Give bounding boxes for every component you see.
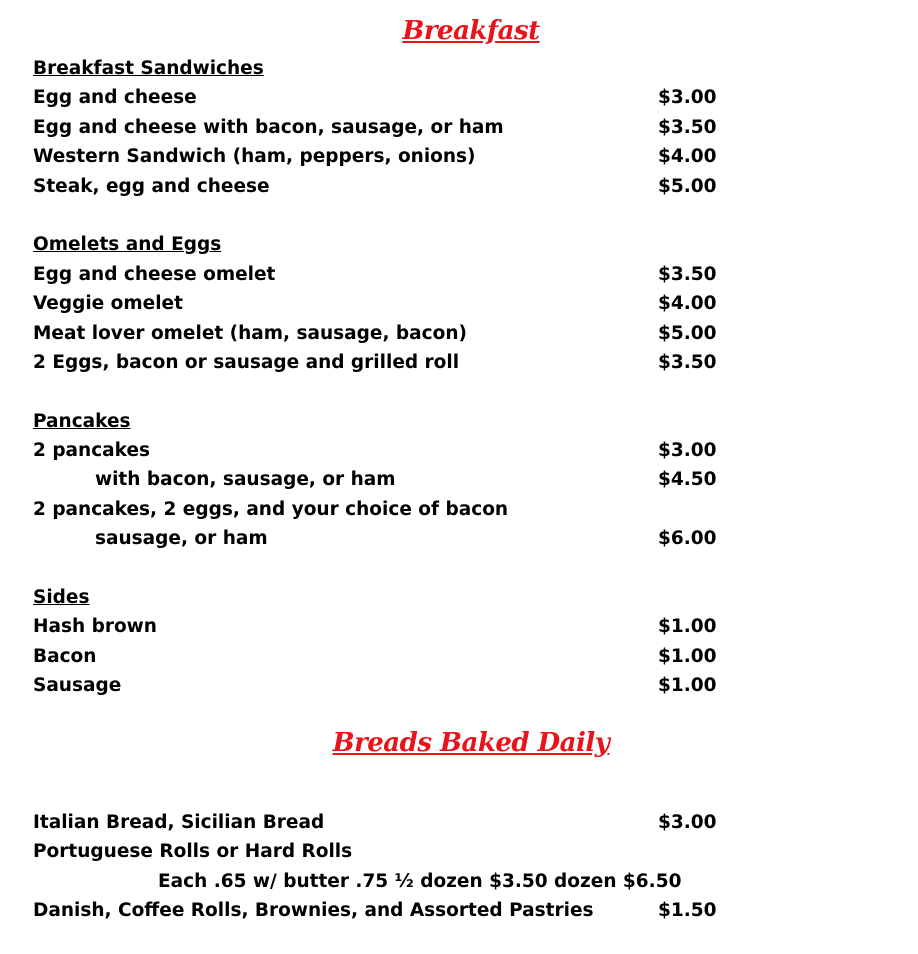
menu-item: [33, 142, 733, 171]
menu-item: [33, 808, 733, 837]
item-name: Egg and cheese with bacon, sausage, or ham: [33, 116, 504, 138]
item-price: $5.00: [658, 175, 717, 197]
item-name: 2 pancakes: [33, 440, 151, 462]
item-name: Sausage: [33, 675, 122, 697]
item-name: Portuguese Rolls or Hard Rolls: [33, 841, 353, 863]
section-heading: [33, 583, 733, 612]
menu-item: [33, 348, 733, 377]
item-price: $4.00: [658, 293, 717, 315]
menu-item: [33, 671, 733, 700]
menu-item: [33, 83, 733, 112]
item-name: sausage, or ham: [95, 528, 268, 550]
menu-item: [33, 896, 733, 925]
item-price: $5.00: [658, 322, 717, 344]
item-name: Egg and cheese omelet: [33, 263, 276, 285]
menu-item: [33, 319, 733, 348]
menu-item: [33, 495, 733, 524]
menu-item: [33, 642, 733, 671]
section-heading: [33, 407, 733, 436]
section-heading: [33, 230, 733, 259]
item-price: $4.50: [658, 469, 717, 491]
item-name: Bacon: [33, 645, 97, 667]
menu-item: [33, 524, 733, 553]
menu-item: [33, 867, 733, 896]
menu-item: [33, 612, 733, 641]
breads-menu: [33, 808, 733, 926]
item-name: 2 Eggs, bacon or sausage and grilled roll: [33, 351, 460, 373]
menu-item: [33, 113, 733, 142]
item-price: $6.00: [658, 528, 717, 550]
item-name: Veggie omelet: [33, 293, 183, 315]
item-price: $3.00: [658, 812, 717, 833]
item-price: $4.00: [658, 146, 717, 168]
menu-item: [33, 289, 733, 318]
item-price: $3.00: [658, 440, 717, 462]
item-price: $1.50: [658, 900, 717, 922]
item-price: $1.00: [658, 675, 717, 697]
item-name: Western Sandwich (ham, peppers, onions): [33, 146, 476, 168]
item-name: Danish, Coffee Rolls, Brownies, and Assorted Pastries: [33, 900, 594, 922]
item-name: 2 pancakes, 2 eggs, and your choice of bacon: [33, 498, 509, 520]
section-heading: [33, 54, 733, 83]
menu-item: [33, 465, 733, 494]
menu-item: [33, 172, 733, 201]
item-price: $3.50: [658, 263, 717, 285]
item-price: $3.50: [658, 351, 717, 373]
section-heading-label: Pancakes: [33, 410, 131, 432]
menu-item: [33, 260, 733, 289]
section-heading-label: Breakfast Sandwiches: [33, 58, 264, 79]
breads-title: Breads Baked Daily: [332, 728, 610, 758]
item-price: $3.50: [658, 116, 717, 138]
item-name: Meat lover omelet (ham, sausage, bacon): [33, 322, 467, 344]
item-name: Each .65 w/ butter .75 ½ dozen $3.50 dozen $6.50: [158, 870, 682, 892]
menu-item: [33, 837, 733, 866]
item-name: Steak, egg and cheese: [33, 175, 270, 197]
item-name: with bacon, sausage, or ham: [95, 469, 396, 491]
item-price: $3.00: [658, 87, 717, 109]
breakfast-menu: [33, 54, 733, 701]
item-name: Italian Bread, Sicilian Bread: [33, 812, 325, 833]
breakfast-title: Breakfast: [402, 16, 540, 46]
item-name: Egg and cheese: [33, 87, 197, 109]
section-heading-label: Sides: [33, 587, 90, 609]
menu-item: [33, 436, 733, 465]
item-price: $1.00: [658, 645, 717, 667]
item-price: $1.00: [658, 616, 717, 638]
item-name: Hash brown: [33, 616, 157, 638]
section-heading-label: Omelets and Eggs: [33, 234, 222, 256]
